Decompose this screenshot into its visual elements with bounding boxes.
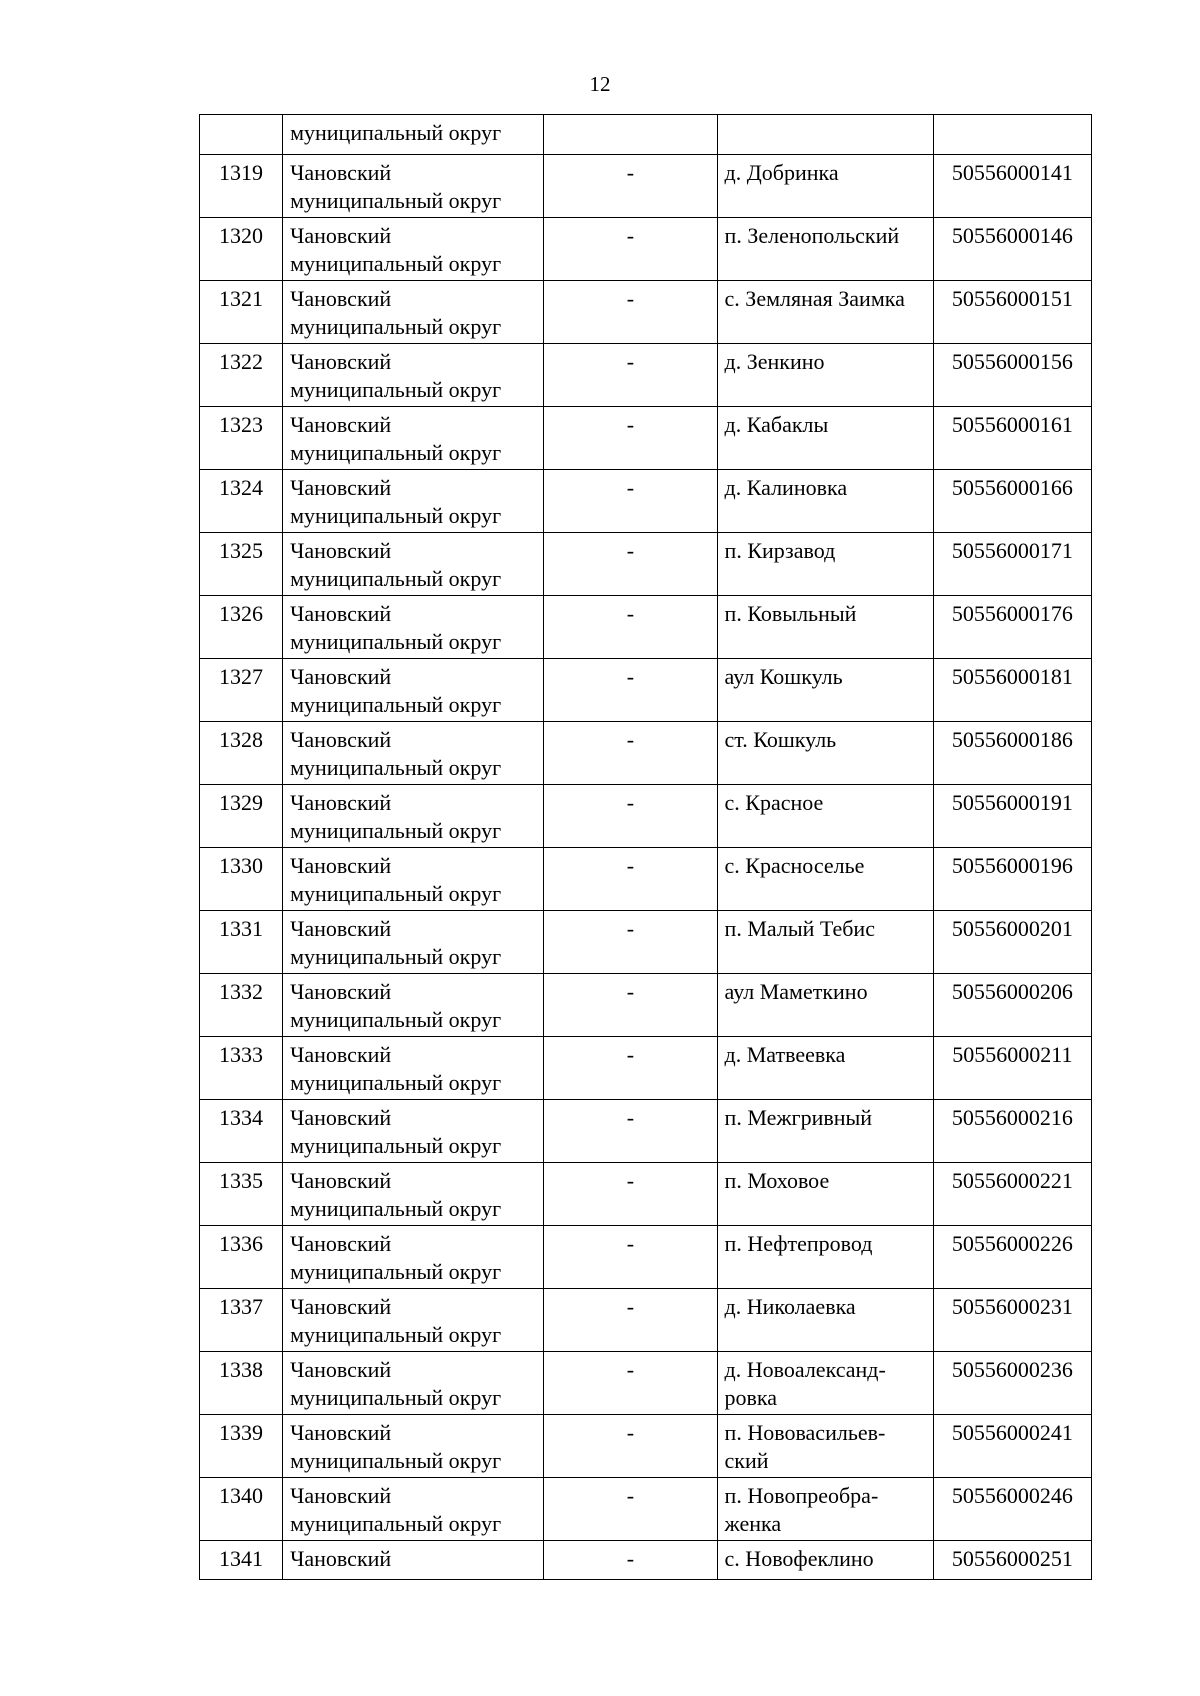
settlement-name: д. Зенкино (724, 349, 825, 374)
settlement-name: д. Калиновка (724, 475, 848, 500)
settlement-name: д. Матвеевка (724, 1042, 846, 1067)
municipality-name: Чановский (290, 1483, 392, 1508)
cell-settlement (717, 1289, 933, 1352)
table-body (200, 115, 1092, 1580)
table-row (200, 974, 1092, 1037)
cell-code: 50556000181 (933, 659, 1091, 722)
cell-number: 1331 (200, 911, 283, 974)
municipality-type: муниципальный округ (290, 314, 502, 339)
cell-number: 1330 (200, 848, 283, 911)
cell-settlement (717, 1163, 933, 1226)
cell-dash: - (544, 155, 717, 218)
municipality-name: Чановский (290, 160, 392, 185)
cell-number: 1339 (200, 1415, 283, 1478)
municipality-name: Чановский (290, 1168, 392, 1193)
cell-number: 1337 (200, 1289, 283, 1352)
cell-settlement (717, 722, 933, 785)
cell-dash: - (544, 281, 717, 344)
cell-number: 1323 (200, 407, 283, 470)
cell-dash: - (544, 533, 717, 596)
municipality-type: муниципальный округ (290, 1196, 502, 1221)
cell-municipality (283, 1415, 544, 1478)
municipality-type: муниципальный округ (290, 1007, 502, 1032)
cell-number: 1322 (200, 344, 283, 407)
cell-municipality (283, 1163, 544, 1226)
municipality-name: Чановский (290, 286, 392, 311)
cell-number: 1326 (200, 596, 283, 659)
cell-settlement (717, 911, 933, 974)
cell-number: 1341 (200, 1541, 283, 1580)
cell-settlement (717, 1478, 933, 1541)
municipality-name: Чановский (290, 1294, 392, 1319)
cell-municipality (283, 722, 544, 785)
cell-dash: - (544, 344, 717, 407)
settlement-name-cont: ровка (724, 1385, 778, 1410)
municipality-type: муниципальный округ (290, 881, 502, 906)
cell-settlement (717, 1226, 933, 1289)
municipality-type: муниципальный округ (290, 1385, 502, 1410)
cell-number: 1319 (200, 155, 283, 218)
cell-code: 50556000146 (933, 218, 1091, 281)
municipality-name: Чановский (290, 412, 392, 437)
cell-number: 1333 (200, 1037, 283, 1100)
cell-dash: - (544, 1163, 717, 1226)
cell-municipality (283, 344, 544, 407)
settlement-name: д. Добринка (724, 160, 839, 185)
municipality-type: муниципальный округ (290, 944, 502, 969)
cell-number: 1332 (200, 974, 283, 1037)
cell-dash: - (544, 1226, 717, 1289)
settlement-name: с. Красное (724, 790, 824, 815)
cell-municipality (283, 1541, 544, 1580)
cell-dash: - (544, 1100, 717, 1163)
cell-settlement (717, 218, 933, 281)
municipality-type: муниципальный округ (290, 1322, 502, 1347)
cell-municipality (283, 1037, 544, 1100)
municipality-name: Чановский (290, 790, 392, 815)
cell-municipality (283, 1289, 544, 1352)
municipality-name: Чановский (290, 1546, 392, 1571)
municipality-type: муниципальный округ (290, 440, 502, 465)
cell-municipality (283, 533, 544, 596)
cell-settlement (717, 155, 933, 218)
cell-dash: - (544, 911, 717, 974)
municipality-type: муниципальный округ (290, 1259, 502, 1284)
cell-settlement (717, 533, 933, 596)
cell-dash: - (544, 848, 717, 911)
cell-code: 50556000166 (933, 470, 1091, 533)
table-row (200, 1289, 1092, 1352)
cell-code: 50556000151 (933, 281, 1091, 344)
cell-municipality (283, 1352, 544, 1415)
cell-dash: - (544, 407, 717, 470)
cell-number: 1325 (200, 533, 283, 596)
municipality-name: Чановский (290, 1042, 392, 1067)
cell-dash: - (544, 218, 717, 281)
cell-dash: - (544, 659, 717, 722)
municipality-type: муниципальный округ (290, 251, 502, 276)
cell-municipality (283, 407, 544, 470)
table-row (200, 1478, 1092, 1541)
cell-municipality (283, 281, 544, 344)
settlement-name-cont: ский (724, 1448, 769, 1473)
page-number: 12 (589, 72, 611, 96)
municipality-name: Чановский (290, 475, 392, 500)
settlement-name: с. Земляная Заимка (724, 286, 905, 311)
cell-settlement (717, 407, 933, 470)
table-row (200, 407, 1092, 470)
municipality-name: Чановский (290, 853, 392, 878)
cell-code: 50556000231 (933, 1289, 1091, 1352)
cell-municipality (283, 659, 544, 722)
table-row (200, 218, 1092, 281)
cell-dash (544, 115, 717, 155)
cell-municipality (283, 911, 544, 974)
cell-dash: - (544, 785, 717, 848)
settlement-name: п. Новопреобра- (724, 1483, 879, 1508)
municipality-name: Чановский (290, 223, 392, 248)
municipality-type: муниципальный округ (290, 1070, 502, 1095)
cell-number: 1324 (200, 470, 283, 533)
cell-municipality (283, 1478, 544, 1541)
settlements-table (199, 114, 1092, 1580)
settlement-name: аул Кошкуль (724, 664, 843, 689)
municipality-name: Чановский (290, 1231, 392, 1256)
municipality-name: Чановский (290, 664, 392, 689)
cell-settlement (717, 344, 933, 407)
cell-settlement (717, 659, 933, 722)
table-row (200, 722, 1092, 785)
municipality-type: муниципальный округ (290, 692, 502, 717)
municipality-name: Чановский (290, 979, 392, 1004)
municipality-type: муниципальный округ (290, 818, 502, 843)
cell-settlement (717, 1415, 933, 1478)
municipality-type: муниципальный округ (290, 1448, 502, 1473)
cell-dash: - (544, 722, 717, 785)
table-row (200, 281, 1092, 344)
settlement-name: п. Ковыльный (724, 601, 857, 626)
cell-number: 1321 (200, 281, 283, 344)
cell-municipality (283, 155, 544, 218)
cell-settlement (717, 848, 933, 911)
cell-number: 1336 (200, 1226, 283, 1289)
municipality-type: муниципальный округ (290, 1511, 502, 1536)
table-row (200, 1163, 1092, 1226)
table-row (200, 1100, 1092, 1163)
cell-code: 50556000191 (933, 785, 1091, 848)
settlement-name: п. Малый Тебис (724, 916, 875, 941)
cell-dash: - (544, 1541, 717, 1580)
table-row (200, 1226, 1092, 1289)
cell-settlement (717, 1541, 933, 1580)
municipality-type: муниципальный округ (290, 188, 502, 213)
cell-number (200, 115, 283, 155)
settlement-name-cont: женка (724, 1511, 782, 1536)
municipality-type: муниципальный округ (290, 377, 502, 402)
cell-settlement (717, 1037, 933, 1100)
municipality-line: муниципальный округ (290, 120, 502, 145)
cell-dash: - (544, 1289, 717, 1352)
table-row (200, 911, 1092, 974)
settlement-name: с. Красноселье (724, 853, 865, 878)
table-row (200, 659, 1092, 722)
cell-settlement (717, 974, 933, 1037)
municipality-name: Чановский (290, 601, 392, 626)
municipality-type: муниципальный округ (290, 629, 502, 654)
table-row (200, 1541, 1092, 1580)
cell-code: 50556000236 (933, 1352, 1091, 1415)
settlement-name: п. Нефтепровод (724, 1231, 873, 1256)
settlement-name: д. Новоалександ- (724, 1357, 886, 1382)
table-row (200, 1037, 1092, 1100)
cell-code (933, 115, 1091, 155)
cell-settlement (717, 470, 933, 533)
municipality-name: Чановский (290, 538, 392, 563)
cell-dash: - (544, 1478, 717, 1541)
municipality-name: Чановский (290, 727, 392, 752)
table-row (200, 155, 1092, 218)
cell-municipality (283, 1100, 544, 1163)
cell-code: 50556000156 (933, 344, 1091, 407)
cell-code: 50556000201 (933, 911, 1091, 974)
table-row (200, 344, 1092, 407)
cell-settlement (717, 1352, 933, 1415)
cell-dash: - (544, 470, 717, 533)
settlement-name: п. Моховое (724, 1168, 830, 1193)
municipality-type: муниципальный округ (290, 755, 502, 780)
settlement-name: ст. Кошкуль (724, 727, 837, 752)
table-row (200, 785, 1092, 848)
cell-settlement (717, 785, 933, 848)
cell-municipality (283, 974, 544, 1037)
cell-dash: - (544, 596, 717, 659)
cell-code: 50556000176 (933, 596, 1091, 659)
cell-code: 50556000221 (933, 1163, 1091, 1226)
table-row (200, 1415, 1092, 1478)
cell-code: 50556000251 (933, 1541, 1091, 1580)
municipality-name: Чановский (290, 1420, 392, 1445)
cell-settlement (717, 281, 933, 344)
cell-code: 50556000241 (933, 1415, 1091, 1478)
table-row (200, 533, 1092, 596)
cell-number: 1338 (200, 1352, 283, 1415)
table-row (200, 1352, 1092, 1415)
settlement-name: д. Николаевка (724, 1294, 856, 1319)
settlement-name: п. Кирзавод (724, 538, 836, 563)
cell-settlement (717, 1100, 933, 1163)
cell-code: 50556000171 (933, 533, 1091, 596)
cell-code: 50556000206 (933, 974, 1091, 1037)
settlement-name: с. Новофеклино (724, 1546, 874, 1571)
cell-code: 50556000216 (933, 1100, 1091, 1163)
cell-code: 50556000141 (933, 155, 1091, 218)
cell-code: 50556000246 (933, 1478, 1091, 1541)
cell-municipality (283, 470, 544, 533)
cell-code: 50556000186 (933, 722, 1091, 785)
settlement-name: п. Зеленопольский (724, 223, 900, 248)
cell-number: 1327 (200, 659, 283, 722)
table-row (200, 470, 1092, 533)
cell-municipality (283, 218, 544, 281)
cell-dash: - (544, 974, 717, 1037)
table-row (200, 848, 1092, 911)
municipality-name: Чановский (290, 349, 392, 374)
cell-number: 1335 (200, 1163, 283, 1226)
settlement-name: п. Межгривный (724, 1105, 873, 1130)
municipality-type: муниципальный округ (290, 1133, 502, 1158)
cell-dash: - (544, 1352, 717, 1415)
cell-number: 1320 (200, 218, 283, 281)
cell-municipality (283, 785, 544, 848)
table-row-continuation (200, 115, 1092, 155)
municipality-name: Чановский (290, 916, 392, 941)
table-row (200, 596, 1092, 659)
cell-number: 1334 (200, 1100, 283, 1163)
cell-municipality (283, 596, 544, 659)
cell-number: 1329 (200, 785, 283, 848)
cell-municipality (283, 1226, 544, 1289)
cell-number: 1340 (200, 1478, 283, 1541)
cell-code: 50556000226 (933, 1226, 1091, 1289)
municipality-type: муниципальный округ (290, 566, 502, 591)
settlement-name: аул Маметкино (724, 979, 868, 1004)
cell-dash: - (544, 1415, 717, 1478)
cell-number: 1328 (200, 722, 283, 785)
cell-municipality (283, 115, 544, 155)
cell-municipality (283, 848, 544, 911)
municipality-type: муниципальный округ (290, 503, 502, 528)
settlement-name: д. Кабаклы (724, 412, 829, 437)
municipality-name: Чановский (290, 1105, 392, 1130)
municipality-name: Чановский (290, 1357, 392, 1382)
cell-code: 50556000211 (933, 1037, 1091, 1100)
settlement-name: п. Нововасильев- (724, 1420, 886, 1445)
cell-settlement (717, 596, 933, 659)
cell-code: 50556000161 (933, 407, 1091, 470)
cell-settlement (717, 115, 933, 155)
cell-dash: - (544, 1037, 717, 1100)
cell-code: 50556000196 (933, 848, 1091, 911)
